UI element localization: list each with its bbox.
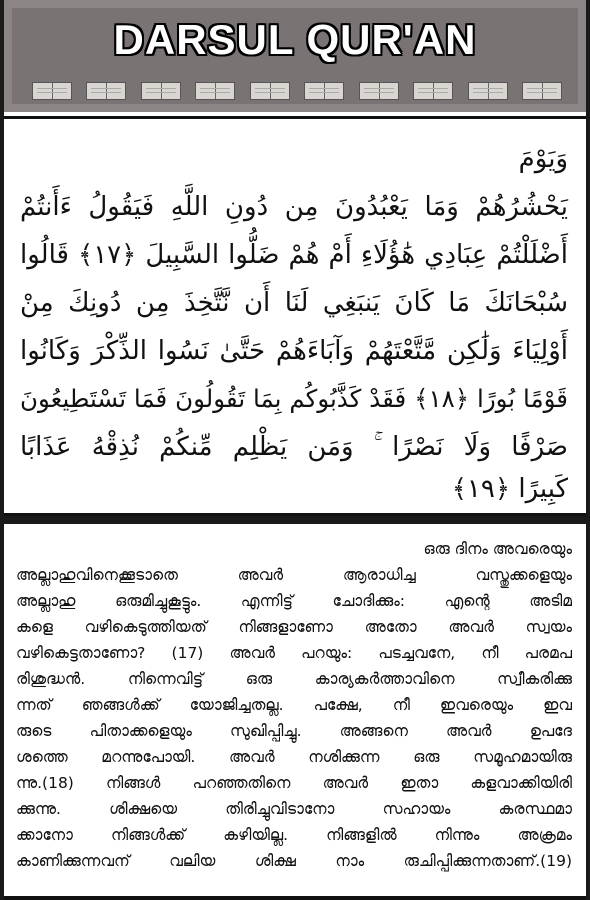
arabic-line: يَحْشُرُهُمْ وَمَا يَعْبُدُونَ مِن دُونِ اللَّهِ فَيَقُولُ ءَأَنتُمْ xyxy=(20,192,568,222)
book-icon xyxy=(413,82,453,100)
arabic-line: قَوْمًا بُورًا ﴿١٨﴾ فَقَدْ كَذَّبُوكُم بِمَا تَقُولُونَ فَمَا تَسْتَطِيعُونَ xyxy=(20,384,568,413)
translation-line: ശത്തെ മറന്നുപോയി. അവർ നശിക്കുന്ന ഒരു സമൂഹമായിരു xyxy=(16,748,572,766)
book-decoration-row xyxy=(32,82,562,102)
book-icon xyxy=(141,82,181,100)
translation-line: കളെ വഴികെടുത്തിയത് നിങ്ങളാണോ അതോ അവർ സ്വയം xyxy=(16,618,572,636)
translation-line: അല്ലാഹുവിനെക്കൂടാതെ അവർ ആരാധിച്ച വസ്തുക്കളെയും xyxy=(16,566,572,584)
arabic-line: كَبِيرًا ﴿١٩﴾ xyxy=(451,474,568,504)
header-banner xyxy=(4,0,586,112)
translation-line: ന്നു.(18) നിങ്ങൾ പറഞ്ഞതിനെ അവർ ഇതാ കളവാക്കിയിരി xyxy=(16,774,572,792)
book-icon xyxy=(250,82,290,100)
book-icon xyxy=(468,82,508,100)
translation-line: വഴികെട്ടതാണോ? (17) അവർ പറയും: പടച്ചവനേ, നീ പരമപ xyxy=(16,644,572,662)
translation-line: ഒരു ദിനം അവരെയും xyxy=(423,540,572,558)
section-divider xyxy=(4,516,586,524)
book-icon xyxy=(522,82,562,100)
arabic-line: وَيَوْمَ xyxy=(518,144,568,174)
arabic-line: أَضْلَلْتُمْ عِبَادِي هَٰؤُلَاءِ أَمْ هُمْ ضَلُّوا السَّبِيلَ ﴿١٧﴾ قَالُوا xyxy=(20,240,568,270)
translation-line: രുടെ പിതാക്കളെയും സുഖിപ്പിച്ചു. അങ്ങനെ അവർ ഉപദേ xyxy=(16,722,572,740)
arabic-verse-panel xyxy=(4,116,586,516)
translation-line: ക്കുന്നു. ശിക്ഷയെ തിരിച്ചുവിടാനോ സഹായം കരസ്ഥമാ xyxy=(16,800,572,818)
book-icon xyxy=(195,82,235,100)
arabic-line: صَرْفًا وَلَا نَصْرًا ۚ وَمَن يَظْلِم مِّنكُمْ نُذِقْهُ عَذَابًا xyxy=(20,432,568,462)
translation-line: രിശുദ്ധൻ. നിന്നെവിട്ട് ഒരു കാര്യകർത്താവിനെ സ്വീകരിക്കു xyxy=(16,670,572,688)
book-icon xyxy=(359,82,399,100)
arabic-line: سُبْحَانَكَ مَا كَانَ يَنبَغِي لَنَا أَن نَّتَّخِذَ مِن دُونِكَ مِنْ xyxy=(20,288,568,318)
translation-line: ക്കാനോ നിങ്ങൾക്ക് കഴിയില്ല. നിങ്ങളിൽ നിന്നും അക്രമം xyxy=(16,826,572,844)
translation-panel xyxy=(4,524,586,900)
arabic-line: أَوْلِيَاءَ وَلَٰكِن مَّتَّعْتَهُمْ وَآبَاءَهُمْ حَتَّىٰ نَسُوا الذِّكْرَ وَكَانُوا xyxy=(20,336,568,366)
page-title: DARSUL QUR'AN xyxy=(113,16,477,63)
translation-line: കാണിക്കുന്നവന് വലിയ ശിക്ഷ നാം രുചിപ്പിക്കുന്നതാണ്.(19) xyxy=(16,852,572,870)
translation-line: അല്ലാഹു ഒരുമിച്ചുകൂട്ടും. എന്നിട്ട് ചോദിക്കും: എന്റെ അടിമ xyxy=(16,592,572,610)
right-border xyxy=(586,0,590,900)
book-icon xyxy=(32,82,72,100)
book-icon xyxy=(86,82,126,100)
translation-line: ന്നത് ഞങ്ങൾക്ക് യോജിച്ചതല്ല. പക്ഷേ, നീ ഇവരെയും ഇവ xyxy=(16,696,572,714)
book-icon xyxy=(304,82,344,100)
